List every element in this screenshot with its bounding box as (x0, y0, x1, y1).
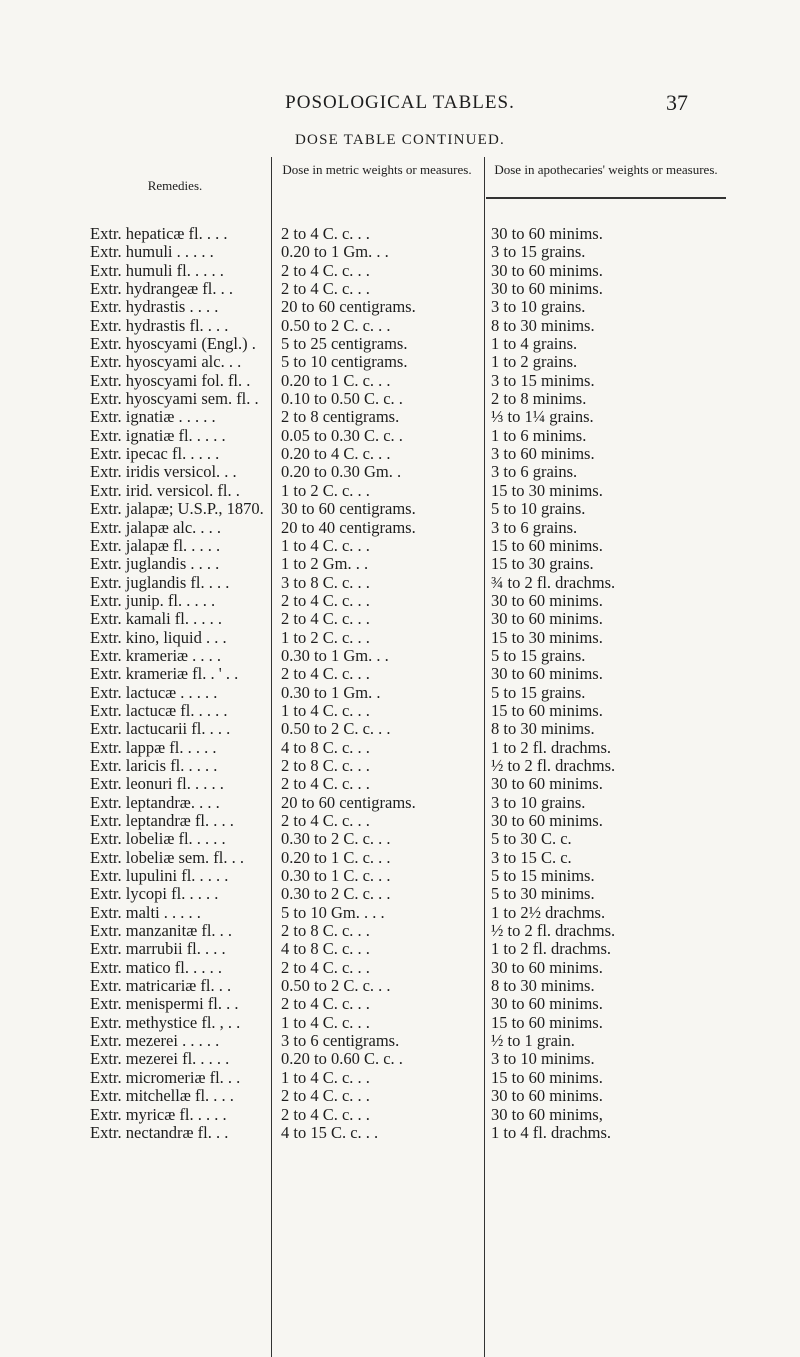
metric-dose-cell: 2 to 4 C. c. . . (281, 279, 370, 299)
remedy-cell: Extr. ignatiæ . . . . . (90, 407, 216, 427)
metric-dose-cell: 0.30 to 2 C. c. . . (281, 829, 391, 849)
remedy-cell: Extr. mezerei fl. . . . . (90, 1049, 230, 1069)
metric-dose-cell: 1 to 2 C. c. . . (281, 627, 370, 647)
table-row (0, 1014, 800, 1032)
apothecary-dose-cell: 3 to 10 minims. (491, 1049, 595, 1069)
remedy-cell: Extr. marrubii fl. . . . (90, 939, 226, 959)
apothecary-dose-cell: 3 to 15 C. c. (491, 847, 572, 867)
metric-dose-cell: 0.50 to 2 C. c. . . (281, 976, 391, 996)
remedy-cell: Extr. hydrangeæ fl. . . (90, 279, 233, 299)
table-row (0, 739, 800, 757)
metric-dose-cell: 3 to 6 centigrams. (281, 1031, 400, 1051)
apothecary-dose-cell: 1 to 2 fl. drachms. (491, 939, 612, 959)
apothecary-dose-cell: ½ to 2 fl. drachms. (491, 755, 616, 775)
apothecary-dose-cell: 15 to 60 minims. (491, 535, 603, 555)
apothecary-dose-cell: 1 to 4 grains. (491, 334, 578, 354)
remedy-cell: Extr. lycopi fl. . . . . (90, 884, 219, 904)
table-row (0, 500, 800, 518)
remedy-cell: Extr. hydrastis . . . . (90, 297, 219, 317)
apothecary-dose-cell: 30 to 60 minims. (491, 664, 603, 684)
remedy-cell: Extr. menispermi fl. . . (90, 994, 239, 1014)
apothecary-dose-cell: ½ to 1 grain. (491, 1031, 575, 1051)
remedy-cell: Extr. juglandis fl. . . . (90, 572, 230, 592)
table-row (0, 427, 800, 445)
column-header-metric: Dose in metric weights or measures. (282, 162, 472, 177)
table-row (0, 665, 800, 683)
metric-dose-cell: 5 to 25 centigrams. (281, 334, 408, 354)
metric-dose-cell: 2 to 4 C. c. . . (281, 224, 370, 243)
metric-dose-cell: 2 to 4 C. c. . . (281, 774, 370, 794)
table-row (0, 408, 800, 426)
apothecary-dose-cell: 30 to 60 minims. (491, 609, 603, 629)
apothecary-dose-cell: 3 to 10 grains. (491, 792, 586, 812)
apothecary-dose-cell: 5 to 10 grains. (491, 499, 586, 519)
apothecary-dose-cell: ½ to 2 fl. drachms. (491, 921, 616, 941)
table-row (0, 555, 800, 573)
table-row (0, 885, 800, 903)
metric-dose-cell: 0.20 to 1 C. c. . . (281, 370, 391, 390)
remedy-cell: Extr. mezerei . . . . . (90, 1031, 220, 1051)
metric-dose-cell: 0.30 to 2 C. c. . . (281, 884, 391, 904)
metric-dose-cell: 2 to 4 C. c. . . (281, 590, 370, 610)
remedy-cell: Extr. hyoscyami alc. . . (90, 352, 242, 372)
metric-dose-cell: 20 to 40 centigrams. (281, 517, 416, 537)
metric-dose-cell: 2 to 4 C. c. . . (281, 994, 370, 1014)
metric-dose-cell: 0.20 to 1 Gm. . . (281, 242, 389, 262)
remedy-cell: Extr. hepaticæ fl. . . . (90, 224, 228, 243)
table-row (0, 262, 800, 280)
table-row (0, 794, 800, 812)
remedy-cell: Extr. juglandis . . . . (90, 554, 220, 574)
remedy-cell: Extr. leptandræ fl. . . . (90, 811, 234, 830)
remedy-cell: Extr. nectandræ fl. . . (90, 1122, 229, 1142)
apothecary-dose-cell: 3 to 6 grains. (491, 462, 578, 482)
apothecary-dose-cell: ⅓ to 1¼ grains. (491, 407, 594, 427)
table-row (0, 445, 800, 463)
table-row (0, 537, 800, 555)
remedy-cell: Extr. kino, liquid . . . (90, 627, 227, 647)
table-row (0, 1087, 800, 1105)
metric-dose-cell: 4 to 15 C. c. . . (281, 1122, 379, 1142)
remedy-cell: Extr. lupulini fl. . . . . (90, 866, 229, 886)
metric-dose-cell: 1 to 4 C. c. . . (281, 1067, 370, 1087)
table-row (0, 390, 800, 408)
table-row (0, 1124, 800, 1142)
table-row (0, 610, 800, 628)
remedy-cell: Extr. humuli fl. . . . . (90, 260, 224, 280)
remedy-cell: Extr. lobeliæ sem. fl. . . (90, 847, 244, 867)
column-header-remedies: Remedies. (147, 178, 203, 193)
remedy-cell: Extr. micromeriæ fl. . . (90, 1067, 241, 1087)
metric-dose-cell: 2 to 8 C. c. . . (281, 921, 370, 941)
metric-dose-cell: 2 to 4 C. c. . . (281, 1086, 370, 1106)
metric-dose-cell: 0.20 to 0.30 Gm. . (281, 462, 402, 482)
remedy-cell: Extr. ipecac fl. . . . . (90, 444, 220, 464)
apothecary-dose-cell: 8 to 30 minims. (491, 719, 595, 739)
metric-dose-cell: 2 to 4 C. c. . . (281, 1104, 370, 1124)
table-row (0, 1069, 800, 1087)
table-row (0, 298, 800, 316)
remedy-cell: Extr. jalapæ alc. . . . (90, 517, 222, 537)
apothecary-dose-cell: 30 to 60 minims, (491, 1104, 603, 1124)
table-row (0, 904, 800, 922)
apothecary-dose-cell: 15 to 30 minims. (491, 627, 603, 647)
apothecary-dose-cell: 30 to 60 minims. (491, 811, 603, 830)
table-title: DOSE TABLE CONTINUED. (295, 132, 505, 148)
running-title: POSOLOGICAL TABLES. (285, 92, 515, 113)
remedy-cell: Extr. laricis fl. . . . . (90, 755, 218, 775)
metric-dose-cell: 0.30 to 1 Gm. . . (281, 645, 389, 665)
metric-dose-cell: 0.50 to 2 C. c. . . (281, 719, 391, 739)
table-row (0, 353, 800, 371)
metric-dose-cell: 0.05 to 0.30 C. c. . (281, 425, 403, 445)
metric-dose-cell: 0.10 to 0.50 C. c. . (281, 389, 403, 409)
table-row (0, 867, 800, 885)
apothecary-dose-cell: 15 to 30 minims. (491, 480, 603, 500)
column-header-apothecaries: Dose in apothecaries' weights or measures. (494, 162, 718, 177)
remedy-cell: Extr. hyoscyami sem. fl. . (90, 389, 259, 409)
metric-dose-cell: 2 to 4 C. c. . . (281, 664, 370, 684)
apothecary-dose-cell: 15 to 30 grains. (491, 554, 594, 574)
apothecary-dose-cell: 8 to 30 minims. (491, 315, 595, 335)
table-row (0, 225, 800, 243)
metric-dose-cell: 5 to 10 Gm. . . . (281, 902, 385, 922)
table-row (0, 243, 800, 261)
remedy-cell: Extr. jalapæ fl. . . . . (90, 535, 221, 555)
metric-dose-cell: 4 to 8 C. c. . . (281, 737, 370, 757)
remedy-cell: Extr. irid. versicol. fl. . (90, 480, 240, 500)
remedy-cell: Extr. iridis versicol. . . (90, 462, 237, 482)
metric-dose-cell: 20 to 60 centigrams. (281, 297, 416, 317)
remedy-cell: Extr. krameriæ . . . . (90, 645, 222, 665)
remedy-cell: Extr. malti . . . . . (90, 902, 201, 922)
table-row (0, 684, 800, 702)
remedy-cell: Extr. myricæ fl. . . . . (90, 1104, 227, 1124)
apothecary-dose-cell: 1 to 2½ drachms. (491, 902, 606, 922)
table-row (0, 1032, 800, 1050)
dose-table-body (0, 225, 800, 1142)
table-row (0, 849, 800, 867)
table-row (0, 647, 800, 665)
metric-dose-cell: 20 to 60 centigrams. (281, 792, 416, 812)
remedy-cell: Extr. hydrastis fl. . . . (90, 315, 229, 335)
remedy-cell: Extr. lactucæ . . . . . (90, 682, 218, 702)
metric-dose-cell: 0.50 to 2 C. c. . . (281, 315, 391, 335)
apothecary-dose-cell: 1 to 2 grains. (491, 352, 578, 372)
metric-dose-cell: 1 to 4 C. c. . . (281, 700, 370, 720)
table-row (0, 1050, 800, 1068)
metric-dose-cell: 0.30 to 1 Gm. . (281, 682, 381, 702)
apothecary-dose-cell: 3 to 60 minims. (491, 444, 595, 464)
apothecary-dose-cell: 15 to 60 minims. (491, 1067, 603, 1087)
apothecary-dose-cell: 3 to 6 grains. (491, 517, 578, 537)
table-row (0, 317, 800, 335)
metric-dose-cell: 0.30 to 1 C. c. . . (281, 866, 391, 886)
table-row (0, 775, 800, 793)
remedy-cell: Extr. krameriæ fl. . ' . . (90, 664, 239, 684)
table-row (0, 463, 800, 481)
metric-dose-cell: 1 to 2 C. c. . . (281, 480, 370, 500)
table-row (0, 830, 800, 848)
remedy-cell: Extr. humuli . . . . . (90, 242, 214, 262)
table-row (0, 592, 800, 610)
metric-dose-cell: 2 to 4 C. c. . . (281, 609, 370, 629)
table-row (0, 959, 800, 977)
remedy-cell: Extr. lappæ fl. . . . . (90, 737, 217, 757)
table-row (0, 335, 800, 353)
apothecary-dose-cell: 1 to 6 minims. (491, 425, 587, 445)
apothecary-dose-cell: 1 to 4 fl. drachms. (491, 1122, 612, 1142)
remedy-cell: Extr. lobeliæ fl. . . . . (90, 829, 226, 849)
apothecary-dose-cell: 5 to 30 minims. (491, 884, 595, 904)
metric-dose-cell: 3 to 8 C. c. . . (281, 572, 370, 592)
apothecary-dose-cell: 30 to 60 minims. (491, 774, 603, 794)
remedy-cell: Extr. methystice fl. , . . (90, 1012, 241, 1032)
remedy-cell: Extr. leptandræ. . . . (90, 792, 220, 812)
apothecary-dose-cell: 8 to 30 minims. (491, 976, 595, 996)
metric-dose-cell: 2 to 4 C. c. . . (281, 957, 370, 977)
table-row (0, 1106, 800, 1124)
apothecary-dose-cell: 5 to 15 grains. (491, 645, 586, 665)
apothecary-dose-cell: 2 to 8 minims. (491, 389, 587, 409)
apothecary-dose-cell: 3 to 15 minims. (491, 370, 595, 390)
metric-dose-cell: 0.20 to 1 C. c. . . (281, 847, 391, 867)
remedy-cell: Extr. ignatiæ fl. . . . . (90, 425, 226, 445)
metric-dose-cell: 1 to 4 C. c. . . (281, 535, 370, 555)
metric-dose-cell: 2 to 4 C. c. . . (281, 811, 370, 830)
remedy-cell: Extr. matico fl. . . . . (90, 957, 222, 977)
metric-dose-cell: 30 to 60 centigrams. (281, 499, 416, 519)
remedy-cell: Extr. mitchellæ fl. . . . (90, 1086, 234, 1106)
apothecary-dose-cell: 15 to 60 minims. (491, 1012, 603, 1032)
apothecary-dose-cell: 30 to 60 minims. (491, 994, 603, 1014)
table-row (0, 629, 800, 647)
apothecary-dose-cell: 30 to 60 minims. (491, 260, 603, 280)
apothecary-dose-cell: 5 to 15 minims. (491, 866, 595, 886)
metric-dose-cell: 1 to 2 Gm. . . (281, 554, 369, 574)
remedy-cell: Extr. hyoscyami (Engl.) . (90, 334, 256, 354)
remedy-cell: Extr. matricariæ fl. . . (90, 976, 232, 996)
remedy-cell: Extr. hyoscyami fol. fl. . (90, 370, 251, 390)
metric-dose-cell: 2 to 8 C. c. . . (281, 755, 370, 775)
apothecary-dose-cell: 30 to 60 minims. (491, 957, 603, 977)
table-row (0, 519, 800, 537)
page-number: 37 (666, 90, 688, 115)
apothecary-dose-cell: 3 to 15 grains. (491, 242, 586, 262)
apothecary-dose-cell: 3 to 10 grains. (491, 297, 586, 317)
header-rule (486, 197, 726, 199)
metric-dose-cell: 2 to 8 centigrams. (281, 407, 400, 427)
remedy-cell: Extr. jalapæ; U.S.P., 1870. (90, 499, 264, 519)
table-row (0, 812, 800, 830)
apothecary-dose-cell: 30 to 60 minims. (491, 279, 603, 299)
remedy-cell: Extr. junip. fl. . . . . (90, 590, 216, 610)
metric-dose-cell: 0.20 to 0.60 C. c. . (281, 1049, 403, 1069)
table-row (0, 372, 800, 390)
apothecary-dose-cell: 30 to 60 minims. (491, 590, 603, 610)
table-row (0, 574, 800, 592)
page-header (0, 92, 800, 118)
apothecary-dose-cell: ¾ to 2 fl. drachms. (491, 572, 616, 592)
table-row (0, 702, 800, 720)
metric-dose-cell: 2 to 4 C. c. . . (281, 260, 370, 280)
table-row (0, 995, 800, 1013)
apothecary-dose-cell: 15 to 60 minims. (491, 700, 603, 720)
table-row (0, 720, 800, 738)
apothecary-dose-cell: 30 to 60 minims. (491, 1086, 603, 1106)
apothecary-dose-cell: 5 to 30 C. c. (491, 829, 572, 849)
table-row (0, 757, 800, 775)
table-row (0, 977, 800, 995)
remedy-cell: Extr. kamali fl. . . . . (90, 609, 222, 629)
table-row (0, 922, 800, 940)
remedy-cell: Extr. lactucarii fl. . . . (90, 719, 231, 739)
metric-dose-cell: 1 to 4 C. c. . . (281, 1012, 370, 1032)
table-row (0, 482, 800, 500)
apothecary-dose-cell: 5 to 15 grains. (491, 682, 586, 702)
table-row (0, 940, 800, 958)
apothecary-dose-cell: 1 to 2 fl. drachms. (491, 737, 612, 757)
remedy-cell: Extr. leonuri fl. . . . . (90, 774, 224, 794)
table-row (0, 280, 800, 298)
metric-dose-cell: 0.20 to 4 C. c. . . (281, 444, 391, 464)
metric-dose-cell: 5 to 10 centigrams. (281, 352, 408, 372)
metric-dose-cell: 4 to 8 C. c. . . (281, 939, 370, 959)
apothecary-dose-cell: 30 to 60 minims. (491, 224, 603, 243)
remedy-cell: Extr. manzanitæ fl. . . (90, 921, 233, 941)
remedy-cell: Extr. lactucæ fl. . . . . (90, 700, 228, 720)
